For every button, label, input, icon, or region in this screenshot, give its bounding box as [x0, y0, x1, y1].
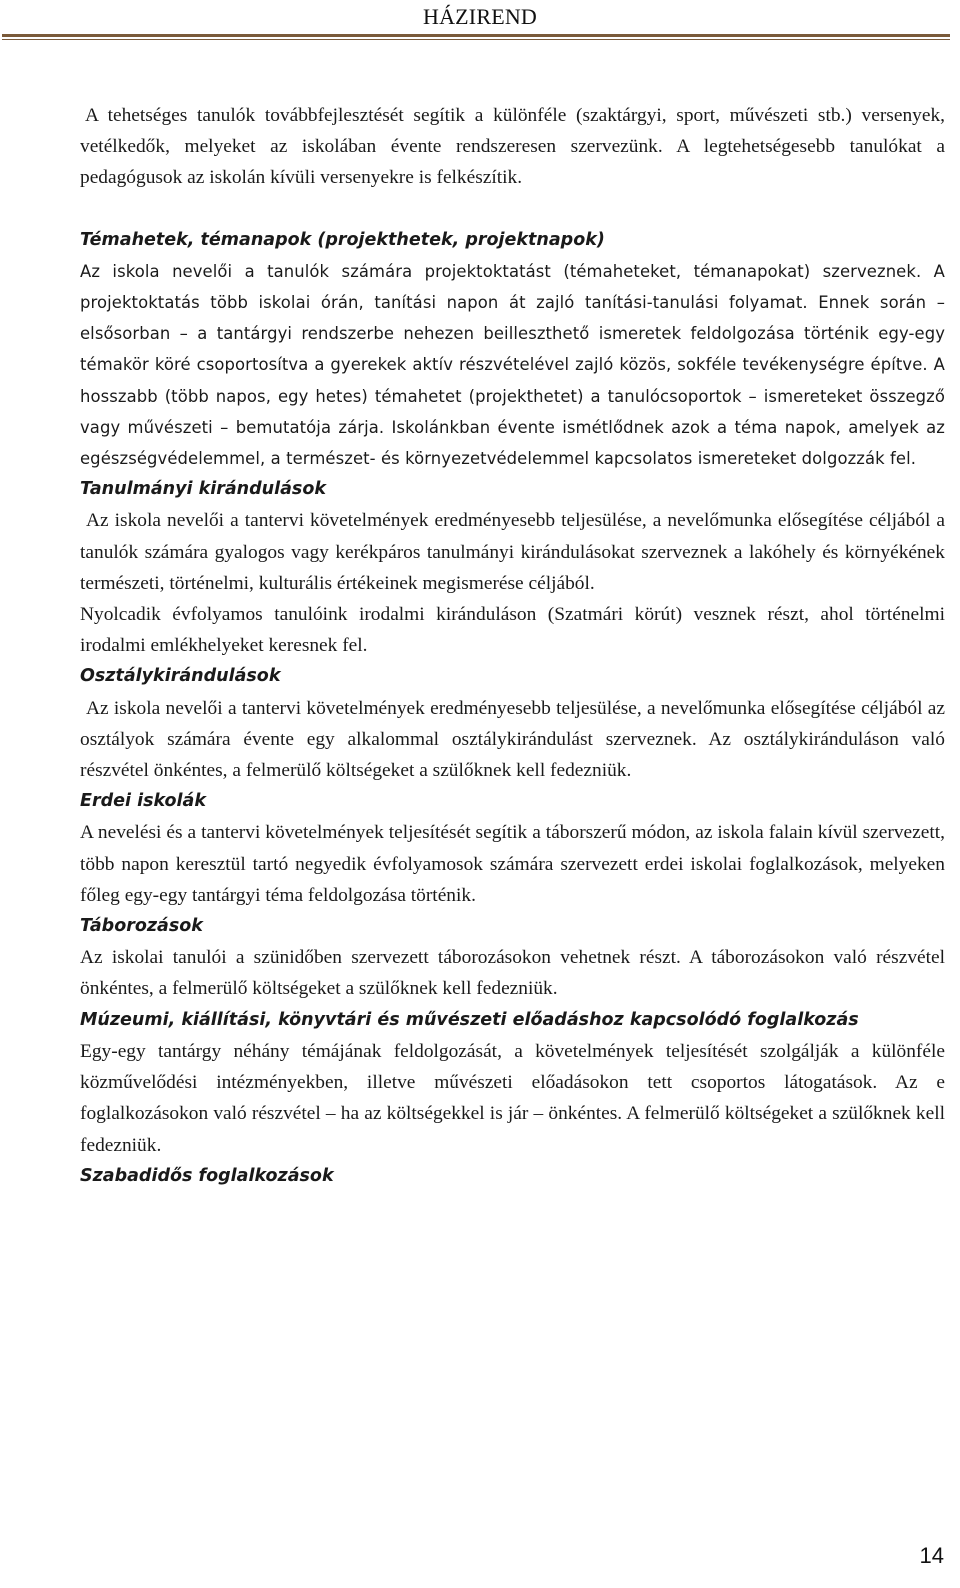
intro-paragraph: A tehetséges tanulók továbbfejlesztését segítik a különféle (szaktárgyi, sport, művészeti stb.) versenyek, vetélkedők, melyeket az iskolában évente rendszeresen szervezünk. A legtehetségesebb tanulókat a pedagógusok az iskolán kívüli versenyekre is felkészítik.: [80, 105, 945, 189]
document-body: [80, 100, 945, 1192]
spacer: [80, 194, 945, 225]
header-divider: [2, 34, 950, 40]
section-heading-muzeumi-foglalkozas: Múzeumi, kiállítási, könyvtári és művészeti előadáshoz kapcsolódó foglalkozás: [80, 1009, 859, 1030]
section-heading-erdei-iskolak: Erdei iskolák: [80, 791, 206, 812]
section-paragraph-erdei-iskolak: A nevelési és a tantervi követelmények teljesítését segítik a táborszerű módon, az iskola falain kívül szervezett, több napon keresztül tartó negyedik évfolyamosok számára szervezett erdei iskolai foglalkozások, melyeken főleg egy-egy tantárgyi téma feldolgozása történik.: [80, 822, 945, 906]
section-paragraph-muzeumi-foglalkozas: Egy-egy tantárgy néhány témájának feldolgozását, a követelmények teljesítését szolgálják a különféle közművelődési intézményekben, illetve művészeti előadásokon tett csoportos látogatások. Az e foglalkozásokon való részvétel – ha az költségekkel is jár – önkéntes. A felmerülő költségeket a szülőknek kell fedezniük.: [80, 1040, 945, 1156]
page-header-title: HÁZIREND: [422, 4, 538, 29]
section-heading-temahetek: Témahetek, témanapok (projekthetek, projektnapok): [80, 229, 605, 250]
section-heading-tanulmanyi-kirandulasok: Tanulmányi kirándulások: [80, 479, 326, 500]
section-paragraph-osztalykirandulasok: Az iskola nevelői a tantervi követelmények eredményesebb teljesülése, a nevelőmunka elősegítése céljából az osztályok számára évente egy alkalommal osztálykirándulást szerveznek. Az osztálykiránduláson való részvétel önkéntes, a felmerülő költségeket a szülőknek kell fedezniük.: [80, 697, 945, 782]
page-number: 14: [919, 1543, 944, 1568]
section-heading-szabadidos-foglalkozasok: Szabadidős foglalkozások: [80, 1165, 334, 1186]
section-paragraph-temahetek: Az iskola nevelői a tanulók számára projektoktatást (témaheteket, témanapokat) szerveznek. A projektoktatás több iskolai órán, tanítási napon át zajló tanítási-tanulási folyamat. Ennek során – elsősorban – a tantárgyi rendszerbe nehezen beilleszthető ismeretek feldolgozása történik egy-egy témakör köré csoportosítva a gyerekek aktív részvételével zajló közös, sokféle tevékenységre építve. A hosszabb (több napos, egy hetes) témahetet (projekthetet) a tanulócsoportok – ismereteket összegző vagy művészeti – bemutatója zárja. Iskolánkban évente ismétlődnek azok a téma napok, amelyek az egészségvédelemmel, a természet- és környezetvédelemmel kapcsolatos ismereteket dolgozzák fel.: [80, 261, 945, 469]
section-paragraph-taborozasok: Az iskolai tanulói a szünidőben szervezett táborozásokon vehetnek részt. A táborozásokon való részvétel önkéntes, a felmerülő költségeket a szülőknek kell fedezniük.: [80, 947, 945, 1000]
section-heading-taborozasok: Táborozások: [80, 916, 203, 937]
section-paragraph-tanulmanyi-2: Nyolcadik évfolyamos tanulóink irodalmi kiránduláson (Szatmári körút) vesznek részt, ahol történelmi irodalmi emlékhelyeket keresnek fel.: [80, 604, 945, 657]
section-heading-osztalykirandulasok: Osztálykirándulások: [80, 666, 281, 687]
section-paragraph-tanulmanyi-1: Az iskola nevelői a tantervi követelmények eredményesebb teljesülése, a nevelőmunka elősegítése céljából a tanulók számára gyalogos vagy kerékpáros tanulmányi kirándulásokat szerveznek a lakóhely és környékének természeti, történelmi, kulturális értékeinek megismerése céljából.: [80, 510, 945, 594]
